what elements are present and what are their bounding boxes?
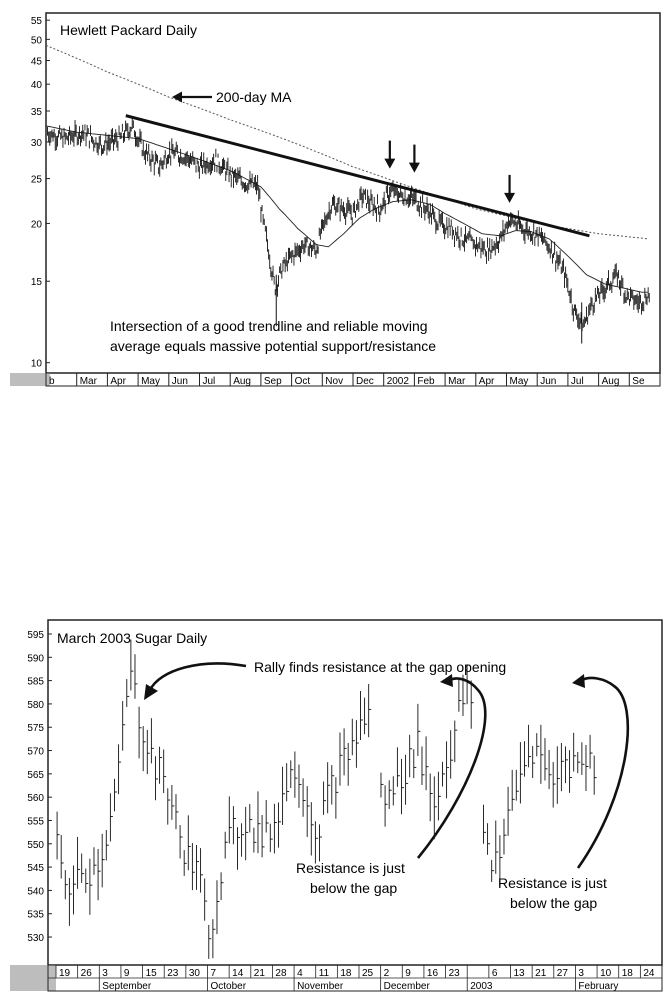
price-bar xyxy=(143,726,146,771)
top-note: Rally finds resistance at the gap opening xyxy=(254,659,507,675)
x-day-label: 27 xyxy=(556,968,568,979)
x-day-label: 2 xyxy=(383,968,390,979)
price-bar xyxy=(516,770,519,801)
x-tick-label: Mar xyxy=(79,376,97,387)
price-bar xyxy=(447,741,450,798)
x-day-label: 13 xyxy=(513,968,525,979)
x-tick-label: May xyxy=(141,376,161,387)
x-tick-label: Mar xyxy=(448,376,466,387)
price-bar xyxy=(418,704,421,756)
price-bar xyxy=(561,743,564,791)
y-tick-label: 580 xyxy=(27,699,44,711)
x-tick-label: 2002 xyxy=(386,376,409,387)
x-day-label: 23 xyxy=(448,968,460,979)
y-tick-label: 10 xyxy=(30,358,42,370)
price-bar xyxy=(246,807,249,860)
x-day-label: 3 xyxy=(578,968,584,979)
gap-note-2-line-1: Resistance is just xyxy=(498,875,607,891)
price-bar xyxy=(352,719,355,756)
price-bar xyxy=(250,804,253,832)
price-bar xyxy=(69,878,72,926)
price-bar xyxy=(176,794,179,829)
x-tick-label: Apr xyxy=(478,376,495,387)
price-bar xyxy=(205,878,208,920)
price-bar xyxy=(213,919,216,958)
x-day-label: 3 xyxy=(102,968,108,979)
price-bar xyxy=(110,793,113,841)
x-day-label: 18 xyxy=(621,968,633,979)
y-tick-label: 590 xyxy=(27,653,44,665)
price-bars xyxy=(48,118,650,344)
x-day-label: 25 xyxy=(362,968,374,979)
price-bar xyxy=(451,730,454,778)
price-bar xyxy=(217,880,220,934)
price-bar xyxy=(242,823,245,856)
price-bar xyxy=(360,691,363,740)
y-tick-label: 55 xyxy=(30,16,42,28)
x-tick-label: Apr xyxy=(110,376,126,387)
y-tick-label: 565 xyxy=(27,769,44,781)
y-tick-label: 545 xyxy=(27,863,44,875)
price-bar xyxy=(123,701,126,751)
price-bar xyxy=(557,746,560,804)
price-bar xyxy=(545,738,548,780)
price-bar xyxy=(160,747,163,784)
y-tick-label: 25 xyxy=(30,174,42,186)
x-tick-label: Dec xyxy=(356,376,374,387)
price-bar xyxy=(319,824,322,861)
price-bar xyxy=(102,834,105,888)
x-tick-label: Aug xyxy=(601,376,620,387)
x-axis xyxy=(10,373,660,387)
y-tick-label: 555 xyxy=(27,816,44,828)
price-bar xyxy=(57,812,60,860)
y-tick-label: 50 xyxy=(30,35,42,47)
price-bar xyxy=(90,859,93,915)
x-month-label: September xyxy=(102,981,152,992)
price-bar xyxy=(86,869,89,893)
price-bar xyxy=(155,756,158,800)
chart-title: Hewlett Packard Daily xyxy=(60,22,197,38)
price-bar xyxy=(237,827,240,870)
x-day-label: 16 xyxy=(426,968,439,979)
down-arrow xyxy=(409,145,420,173)
price-bar xyxy=(73,865,76,914)
ma-label: 200-day MA xyxy=(216,89,292,105)
gap-arrow-2 xyxy=(572,674,628,868)
down-arrow xyxy=(504,175,515,203)
price-bar xyxy=(225,832,228,859)
gap-note-1-line-1: Resistance is just xyxy=(296,860,405,876)
sugar-chart-svg xyxy=(0,614,672,997)
price-bar xyxy=(201,848,204,893)
price-bar xyxy=(164,749,167,793)
price-bar xyxy=(438,772,441,821)
price-bar xyxy=(537,733,540,756)
plot-area xyxy=(46,45,649,343)
price-bar xyxy=(430,773,433,821)
price-bar xyxy=(127,679,130,707)
y-tick-label: 560 xyxy=(27,793,44,805)
price-bar xyxy=(324,782,327,815)
x-tick-label: May xyxy=(509,376,529,387)
axis-corner xyxy=(10,373,50,386)
price-bar xyxy=(483,805,486,844)
x-tick-label: Oct xyxy=(294,376,311,387)
y-tick-label: 35 xyxy=(30,106,42,118)
price-bar xyxy=(65,870,68,899)
price-bar xyxy=(114,779,117,811)
y-tick-label: 585 xyxy=(27,676,44,688)
price-bar xyxy=(168,788,171,824)
down-arrow xyxy=(384,141,395,169)
y-tick-label: 535 xyxy=(27,909,44,921)
price-bar xyxy=(496,821,499,874)
x-day-label: 10 xyxy=(600,968,612,979)
price-bar xyxy=(594,756,597,795)
x-month-label: 2003 xyxy=(470,981,493,992)
hp-chart-svg xyxy=(0,0,672,392)
x-tick-label: Sep xyxy=(263,376,282,387)
y-axis xyxy=(31,16,50,370)
price-bar xyxy=(221,872,224,900)
x-month-label: October xyxy=(210,981,247,992)
price-bar xyxy=(254,828,257,853)
x-day-label: 14 xyxy=(232,968,244,979)
price-bar xyxy=(188,815,191,870)
price-bar xyxy=(340,733,343,786)
price-bar xyxy=(389,780,392,809)
price-bar xyxy=(209,925,212,959)
price-bar xyxy=(139,707,142,759)
price-bar xyxy=(192,843,195,890)
price-bar xyxy=(258,791,261,853)
price-bar xyxy=(549,750,552,789)
price-bar xyxy=(381,773,384,798)
price-bar xyxy=(356,720,359,768)
note-line-2: average equals massive potential support/resistance xyxy=(110,338,437,354)
y-tick-label: 595 xyxy=(27,629,44,641)
x-day-label: 9 xyxy=(123,968,130,979)
x-day-label: 30 xyxy=(188,968,200,979)
price-bar xyxy=(119,744,122,794)
price-bar xyxy=(233,806,236,844)
price-bar xyxy=(311,802,314,855)
hp-daily-chart xyxy=(0,0,672,392)
price-bar xyxy=(151,718,154,763)
x-tick-label: Jul xyxy=(570,376,584,387)
price-bar xyxy=(131,640,134,691)
price-bar xyxy=(315,821,318,863)
sugar-daily-chart xyxy=(0,614,672,997)
price-bar xyxy=(82,854,85,883)
x-tick-label: Jun xyxy=(540,376,557,387)
x-day-label: 18 xyxy=(340,968,352,979)
price-bar xyxy=(541,725,544,784)
price-bar xyxy=(442,762,445,787)
price-bar xyxy=(369,684,372,737)
price-bar xyxy=(328,762,331,813)
x-tick-label: Jul xyxy=(202,376,216,387)
price-bar xyxy=(180,825,183,858)
x-day-label: 28 xyxy=(275,968,287,979)
price-bar xyxy=(287,763,290,801)
y-tick-label: 45 xyxy=(30,56,42,68)
x-day-label: 21 xyxy=(253,968,265,979)
price-bar xyxy=(426,736,429,790)
price-bar xyxy=(406,755,409,805)
price-bar xyxy=(344,728,347,775)
price-bar xyxy=(229,796,232,843)
trendline xyxy=(126,116,590,236)
y-tick-label: 30 xyxy=(30,137,42,149)
price-bar xyxy=(299,765,302,808)
price-bar xyxy=(492,860,495,882)
x-day-label: 19 xyxy=(59,968,71,979)
price-bar xyxy=(422,747,425,786)
y-tick-label: 40 xyxy=(30,80,42,92)
ma-label-arrow xyxy=(172,92,212,103)
price-bar xyxy=(488,823,491,855)
price-bar xyxy=(574,733,577,772)
price-bar xyxy=(336,777,339,818)
price-bar xyxy=(553,762,556,807)
x-day-label: 21 xyxy=(535,968,547,979)
x-day-label: 15 xyxy=(145,968,157,979)
price-bar xyxy=(582,742,585,775)
x-tick-label: Aug xyxy=(233,376,251,387)
note-line-1: Intersection of a good trendline and reliable moving xyxy=(110,318,428,334)
price-bar xyxy=(508,787,511,836)
price-bar xyxy=(184,850,187,876)
price-bar xyxy=(332,765,335,805)
x-month-label: November xyxy=(297,981,344,992)
price-bar xyxy=(348,743,351,786)
price-bar xyxy=(434,776,437,839)
price-bar xyxy=(135,654,138,698)
price-bar xyxy=(529,725,532,768)
price-bar xyxy=(278,802,281,847)
x-tick-label: Feb xyxy=(417,376,435,387)
y-tick-label: 15 xyxy=(30,277,42,289)
price-bar xyxy=(385,785,388,826)
price-bar xyxy=(459,679,462,712)
price-bar xyxy=(78,837,81,889)
price-bar xyxy=(295,751,298,797)
price-bar xyxy=(98,849,101,900)
x-tick-label: Se xyxy=(632,376,645,387)
x-day-label: 6 xyxy=(491,968,498,979)
y-tick-label: 20 xyxy=(30,219,42,231)
price-bar xyxy=(196,845,199,890)
price-bar xyxy=(262,815,265,857)
price-bar xyxy=(590,735,593,769)
price-bar xyxy=(274,804,277,853)
price-bar xyxy=(270,824,273,852)
x-tick-label: b xyxy=(49,376,55,387)
price-bar xyxy=(94,847,97,875)
price-bar xyxy=(393,776,396,805)
price-bar xyxy=(578,752,581,773)
price-bar xyxy=(172,785,175,820)
x-day-label: 7 xyxy=(210,968,217,979)
price-bar xyxy=(504,819,507,855)
y-tick-label: 570 xyxy=(27,746,44,758)
price-bar xyxy=(565,746,568,783)
price-bar xyxy=(455,721,458,763)
price-bar xyxy=(365,698,368,735)
price-bar xyxy=(586,745,589,791)
top-note-arrow xyxy=(144,663,246,700)
x-day-label: 4 xyxy=(297,968,303,979)
price-bar xyxy=(147,730,150,774)
price-bar xyxy=(414,749,417,778)
price-bar xyxy=(307,786,310,837)
gap-arrow-1 xyxy=(418,674,485,858)
price-bar xyxy=(266,800,269,833)
x-day-label: 11 xyxy=(318,968,330,979)
y-tick-label: 540 xyxy=(27,886,44,898)
price-bar xyxy=(524,741,527,776)
x-tick-label: Nov xyxy=(325,376,344,387)
x-axis xyxy=(10,965,662,992)
price-bar xyxy=(520,742,523,803)
x-day-label: 24 xyxy=(643,968,655,979)
x-day-label: 23 xyxy=(167,968,179,979)
price-bar xyxy=(512,770,515,811)
price-bar xyxy=(570,750,573,793)
y-tick-label: 550 xyxy=(27,839,44,851)
price-bar xyxy=(471,680,474,728)
price-bar xyxy=(291,760,294,788)
price-bar xyxy=(397,747,400,786)
gap-note-1-line-2: below the gap xyxy=(310,880,398,896)
chart-title: March 2003 Sugar Daily xyxy=(57,630,208,646)
price-bar xyxy=(303,778,306,816)
x-tick-label: Jun xyxy=(171,376,188,387)
x-day-label: 26 xyxy=(80,968,92,979)
x-day-label: 9 xyxy=(405,968,411,979)
price-bar xyxy=(533,746,536,778)
x-month-label: December xyxy=(383,981,430,992)
price-bar xyxy=(106,830,109,860)
price-bar xyxy=(61,835,64,878)
price-bar xyxy=(283,767,286,825)
gap-note-2-line-2: below the gap xyxy=(510,895,598,911)
y-tick-label: 575 xyxy=(27,723,44,735)
price-bar xyxy=(410,735,413,777)
x-month-label: February xyxy=(578,981,619,992)
price-bar xyxy=(401,759,404,814)
y-tick-label: 530 xyxy=(27,933,44,945)
